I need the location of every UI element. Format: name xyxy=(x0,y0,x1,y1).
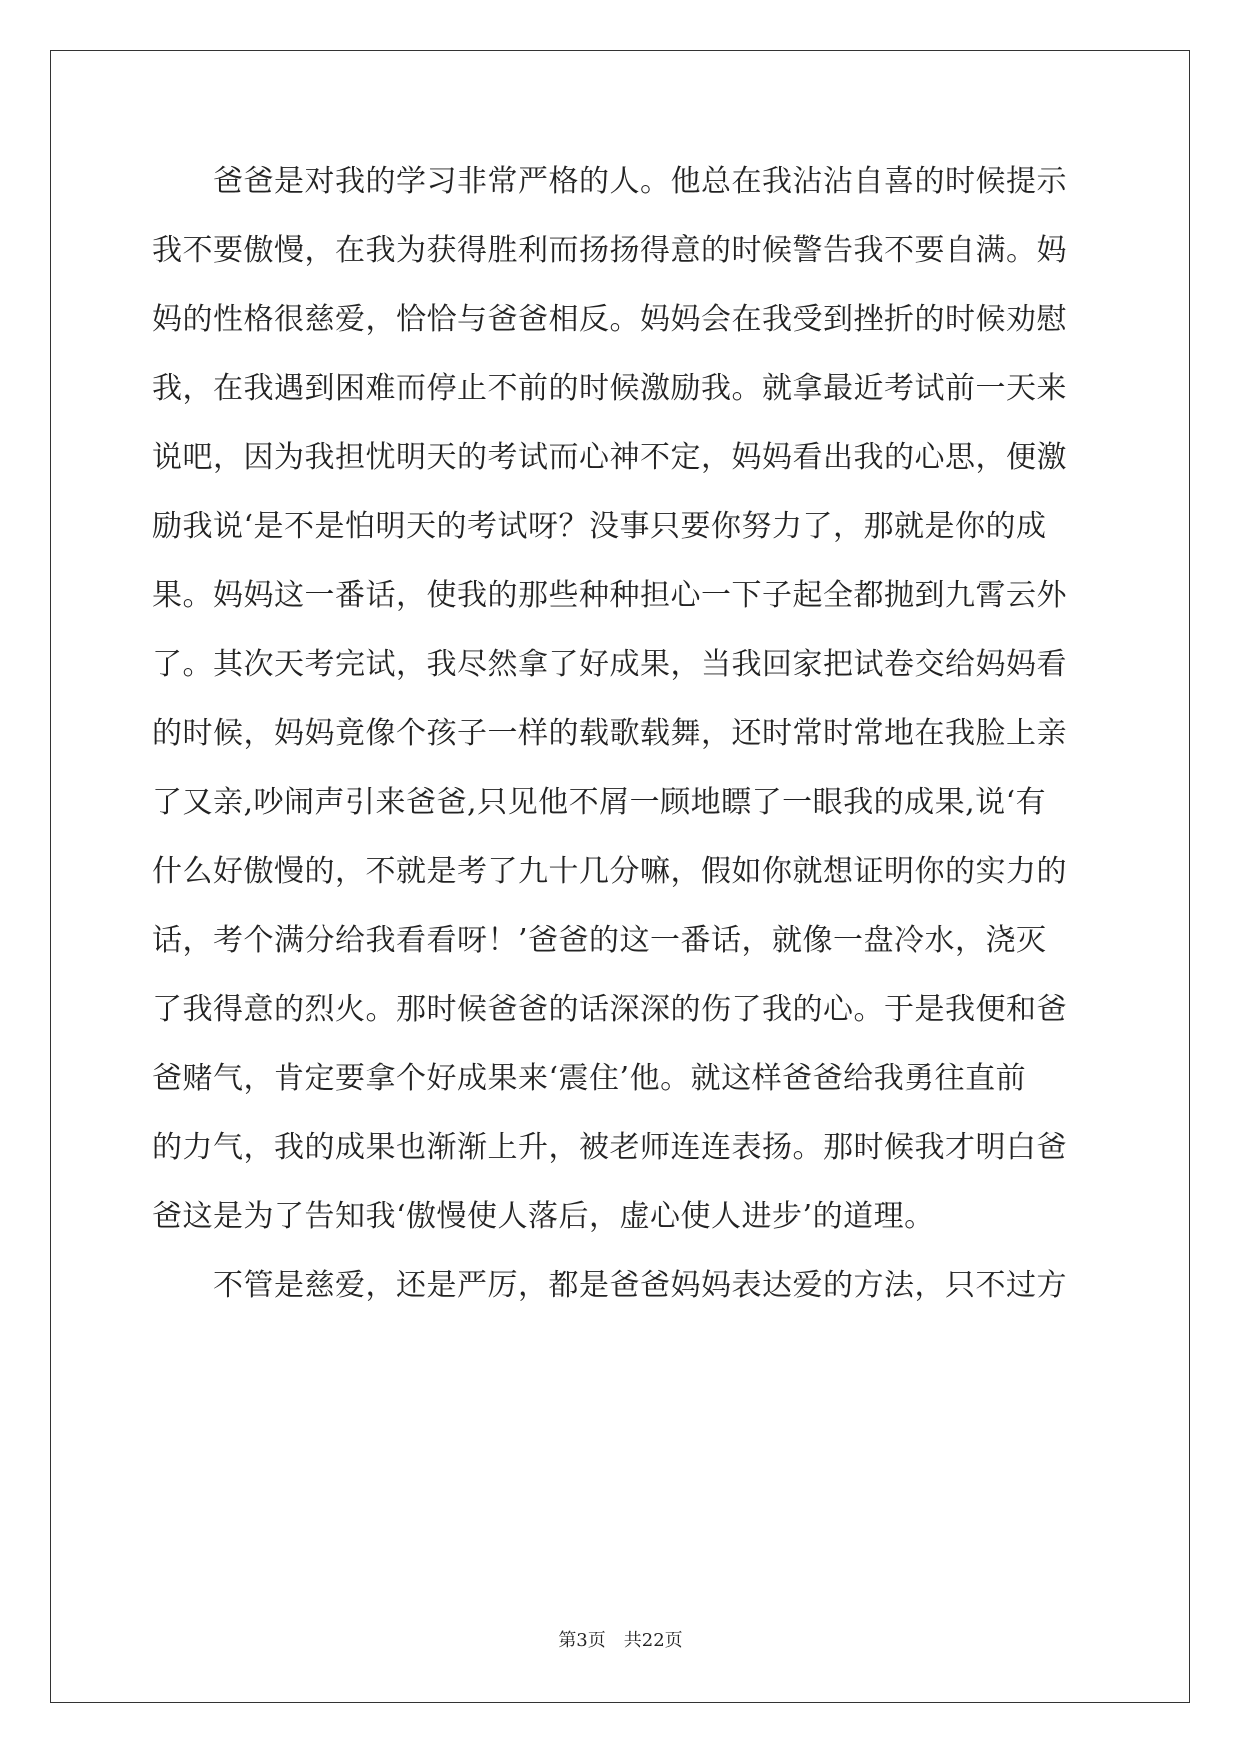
text-line: 妈的性格很慈爱，恰恰与爸爸相反。妈妈会在我受到挫折的时候劝慰 xyxy=(152,302,1067,337)
page-footer xyxy=(0,1626,1241,1652)
text-line: 什么好傲慢的，不就是考了九十几分嘛，假如你就想证明你的实力的 xyxy=(152,854,1067,889)
page-number: 第3页 xyxy=(558,1630,606,1651)
text-line: 我不要傲慢，在我为获得胜利而扬扬得意的时候警告我不要自满。妈 xyxy=(152,233,1067,268)
text-line: 爸爸是对我的学习非常严格的人。他总在我沾沾自喜的时候提示 xyxy=(152,164,1067,199)
text-line: 爸这是为了告知我‘傲慢使人落后，虚心使人进步’的道理。 xyxy=(152,1199,935,1234)
text-line: 的时候，妈妈竟像个孩子一样的载歌载舞，还时常时常地在我脸上亲 xyxy=(152,716,1067,751)
text-line: 的力气，我的成果也渐渐上升，被老师连连表扬。那时候我才明白爸 xyxy=(152,1130,1067,1165)
text-line: 果。妈妈这一番话，使我的那些种种担心一下子起全都抛到九霄云外 xyxy=(152,578,1067,613)
text-line: 爸赌气，肯定要拿个好成果来‘震住’他。就这样爸爸给我勇往直前 xyxy=(152,1061,1027,1096)
text-line: 我，在我遇到困难而停止不前的时候激励我。就拿最近考试前一天来 xyxy=(152,371,1067,406)
text-line: 了又亲,吵闹声引来爸爸,只见他不屑一顾地瞟了一眼我的成果,说‘有 xyxy=(152,785,1047,820)
text-line: 了我得意的烈火。那时候爸爸的话深深的伤了我的心。于是我便和爸 xyxy=(152,992,1067,1027)
text-line: 了。其次天考完试，我尽然拿了好成果，当我回家把试卷交给妈妈看 xyxy=(152,647,1067,682)
text-line: 话，考个满分给我看看呀！’爸爸的这一番话，就像一盘冷水，浇灭 xyxy=(152,923,1047,958)
text-line: 说吧，因为我担忧明天的考试而心神不定，妈妈看出我的心思，便激 xyxy=(152,440,1067,475)
text-line: 不管是慈爱，还是严厉，都是爸爸妈妈表达爱的方法，只不过方 xyxy=(152,1268,1067,1303)
page-total: 共22页 xyxy=(623,1630,683,1651)
text-line: 励我说‘是不是怕明天的考试呀？没事只要你努力了，那就是你的成 xyxy=(152,509,1047,544)
